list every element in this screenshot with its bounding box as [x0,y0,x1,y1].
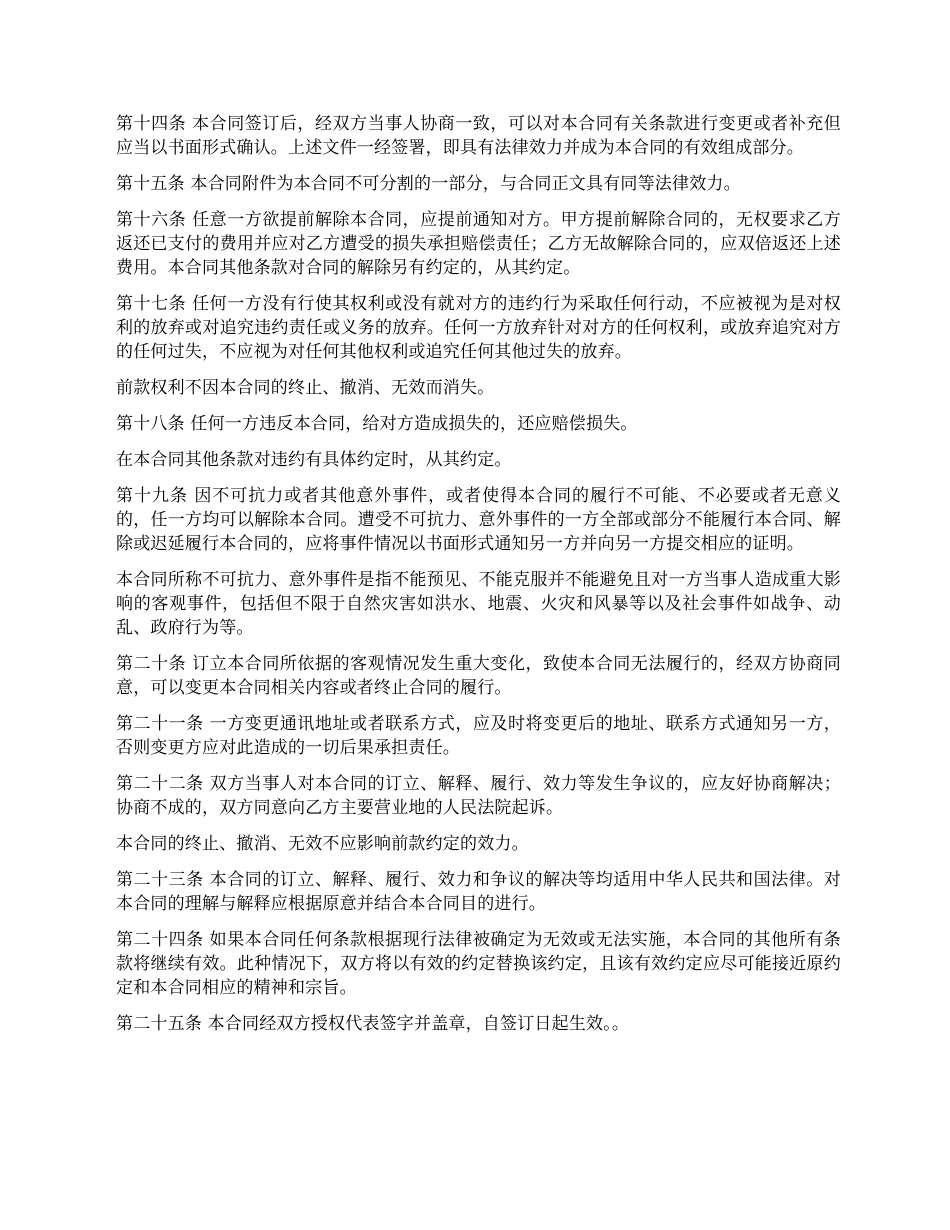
article-24-paragraph: 第二十四条 如果本合同任何条款根据现行法律被确定为无效或无法实施，本合同的其他所有条款将继续有效。此种情况下，双方将以有效的约定替换该约定，且该有效约定应尽可能接近原约定和本合同相应的精神和宗旨。 [116,930,841,998]
article-23-paragraph: 第二十三条 本合同的订立、解释、履行、效力和争议的解决等均适用中华人民共和国法律。对本合同的理解与解释应根据原意并结合本合同目的进行。 [116,870,841,914]
article-17-paragraph: 第十七条 任何一方没有行使其权利或没有就对方的违约行为采取任何行动，不应被视为是对权利的放弃或对追究违约责任或义务的放弃。任何一方放弃针对对方的任何权利，或放弃追究对方的任何过失，不应视为对任何其他权利或追究任何其他过失的放弃。 [116,294,841,362]
article-19-supplement-paragraph: 本合同所称不可抗力、意外事件是指不能预见、不能克服并不能避免且对一方当事人造成重大影响的客观事件，包括但不限于自然灾害如洪水、地震、火灾和风暴等以及社会事件如战争、动乱、政府行为等。 [116,570,841,638]
article-14-paragraph: 第十四条 本合同签订后，经双方当事人协商一致，可以对本合同有关条款进行变更或者补充但应当以书面形式确认。上述文件一经签署，即具有法律效力并成为本合同的有效组成部分。 [116,114,841,158]
article-22-supplement-paragraph: 本合同的终止、撤消、无效不应影响前款约定的效力。 [116,834,529,854]
article-25-paragraph: 第二十五条 本合同经双方授权代表签字并盖章，自签订日起生效。。 [116,1014,630,1034]
article-20-paragraph: 第二十条 订立本合同所依据的客观情况发生重大变化，致使本合同无法履行的，经双方协商同意，可以变更本合同相关内容或者终止合同的履行。 [116,654,841,698]
article-17-supplement-paragraph: 前款权利不因本合同的终止、撤消、无效而消失。 [116,378,495,398]
article-21-paragraph: 第二十一条 一方变更通讯地址或者联系方式，应及时将变更后的地址、联系方式通知另一方，否则变更方应对此造成的一切后果承担责任。 [116,714,841,758]
article-19-paragraph: 第十九条 因不可抗力或者其他意外事件，或者使得本合同的履行不可能、不必要或者无意义的，任一方均可以解除本合同。遭受不可抗力、意外事件的一方全部或部分不能履行本合同、解除或迟延履行本合同的，应将事件情况以书面形式通知另一方并向另一方提交相应的证明。 [116,486,841,554]
article-22-paragraph: 第二十二条 双方当事人对本合同的订立、解释、履行、效力等发生争议的，应友好协商解决；协商不成的，双方同意向乙方主要营业地的人民法院起诉。 [116,774,841,818]
document-page [116,112,841,1048]
article-15-paragraph: 第十五条 本合同附件为本合同不可分割的一部分，与合同正文具有同等法律效力。 [116,174,741,194]
article-18-supplement-paragraph: 在本合同其他条款对违约有具体约定时，从其约定。 [116,450,512,470]
article-18-paragraph: 第十八条 任何一方违反本合同，给对方造成损失的，还应赔偿损失。 [116,414,638,434]
article-16-paragraph: 第十六条 任意一方欲提前解除本合同，应提前通知对方。甲方提前解除合同的，无权要求乙方返还已支付的费用并应对乙方遭受的损失承担赔偿责任；乙方无故解除合同的，应双倍返还上述费用。本合同其他条款对合同的解除另有约定的，从其约定。 [116,210,841,278]
